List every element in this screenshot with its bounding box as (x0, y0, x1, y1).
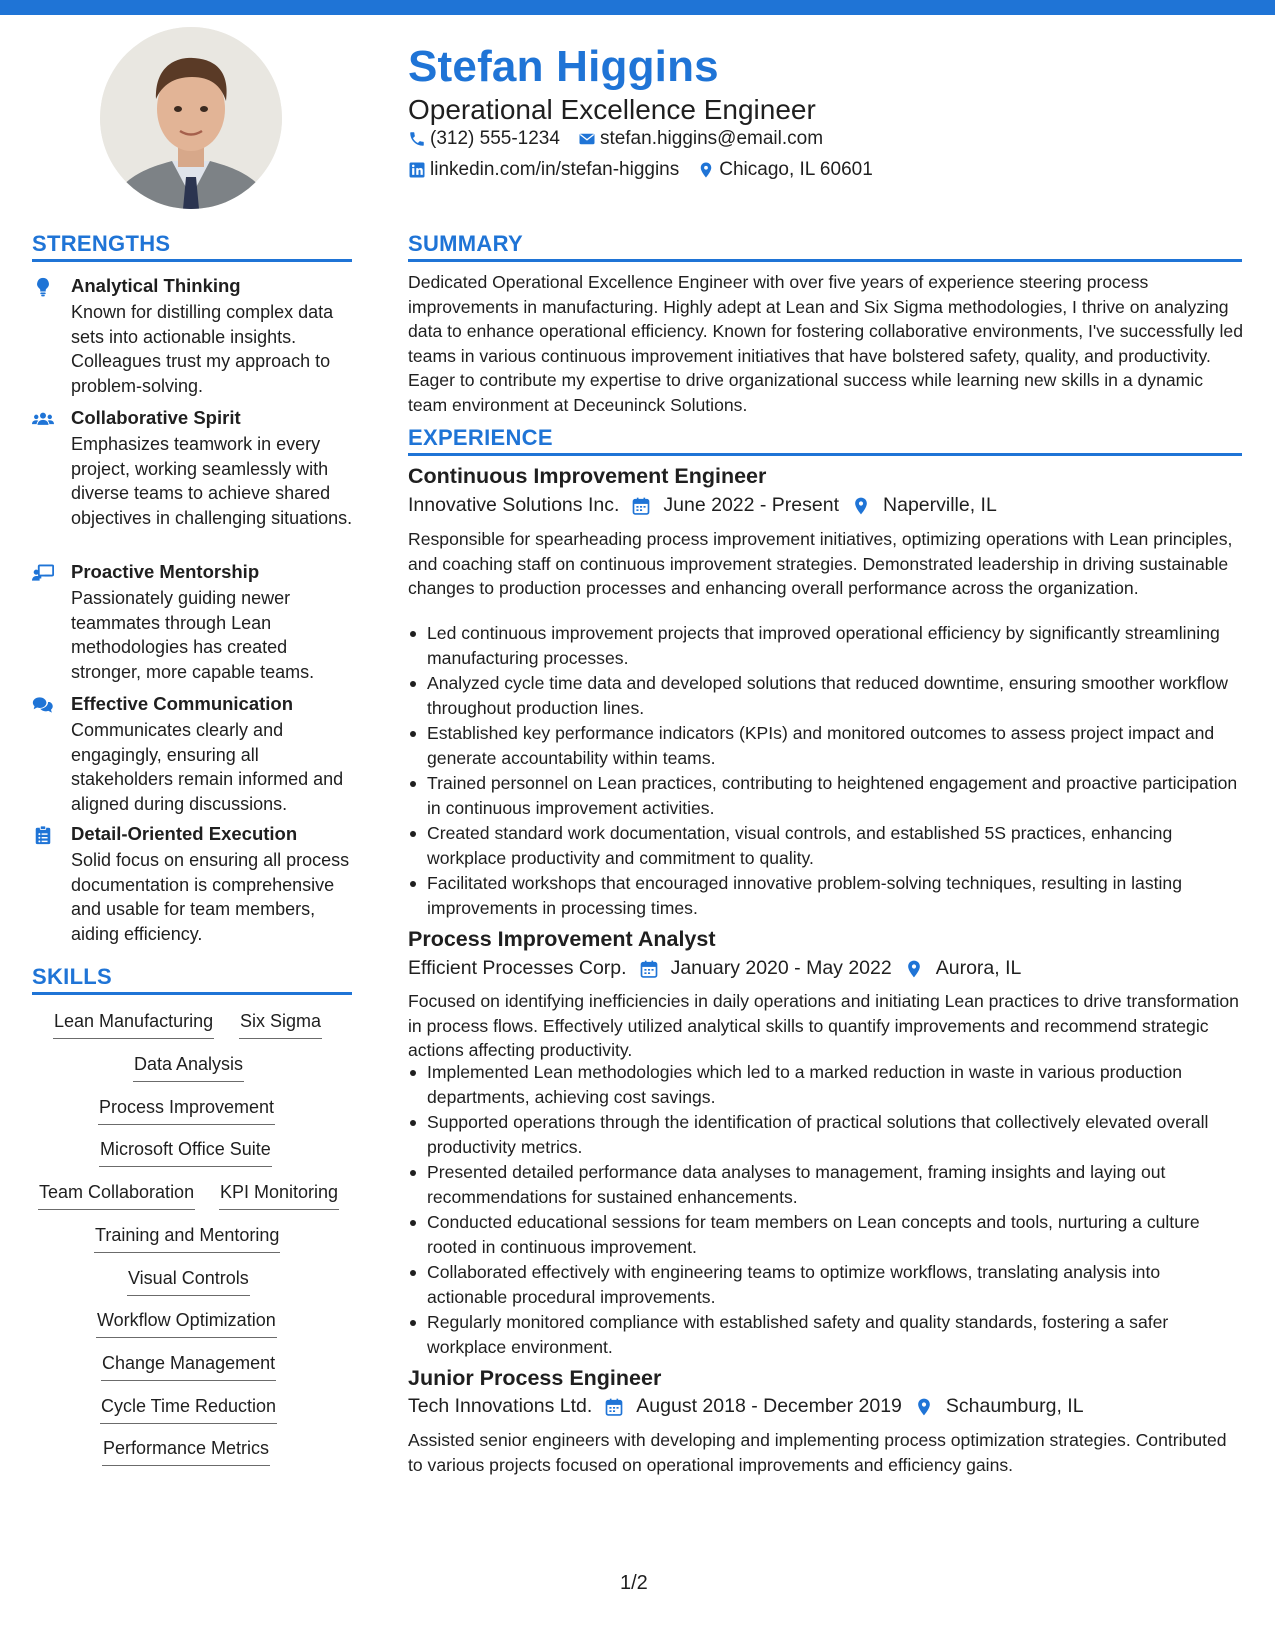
location-text: Chicago, IL 60601 (719, 159, 873, 180)
candidate-name: Stefan Higgins (408, 42, 719, 91)
strength-desc: Passionately guiding newer teammates through Lean methodologies has created stronger, more capable teams. (71, 588, 315, 682)
bullet-item: Established key performance indicators (KPIs) and monitored outcomes to assess project impact and generate accountability within teams. (408, 721, 1243, 770)
skill-tag: Change Management (101, 1353, 276, 1381)
job-company: Innovative Solutions Inc. (408, 494, 620, 516)
strength-title: Effective Communication (71, 693, 294, 714)
bullet-item: Presented detailed performance data analyses to management, framing insights and laying out recommendations for sustained enhancements. (408, 1160, 1243, 1209)
strengths-rule (32, 259, 352, 262)
skill-tag: Process Improvement (98, 1097, 275, 1125)
bullet-item: Analyzed cycle time data and developed solutions that reduced downtime, ensuring smoother workflow throughout production lines. (408, 671, 1243, 720)
job-meta (408, 957, 1021, 980)
skill-tag: Team Collaboration (38, 1182, 195, 1210)
envelope-icon (578, 130, 596, 148)
job-location: Naperville, IL (883, 494, 997, 516)
strength-title: Proactive Mentorship (71, 561, 260, 582)
experience-rule (408, 453, 1242, 456)
bullet-item: Regularly monitored compliance with established safety and quality standards, fostering a safer workplace environment. (408, 1310, 1243, 1359)
job-dates: August 2018 - December 2019 (636, 1395, 902, 1417)
phone-contact[interactable] (408, 128, 560, 150)
chalkboard-teacher-icon (32, 563, 54, 583)
clipboard-list-icon (32, 825, 54, 845)
job-bullets (408, 621, 1243, 921)
skill-tag: Performance Metrics (102, 1438, 270, 1466)
job-dates: January 2020 - May 2022 (670, 957, 892, 979)
job-bullets (408, 1060, 1243, 1360)
job-meta (408, 1395, 1084, 1418)
bullet-item: Conducted educational sessions for team members on Lean concepts and tools, nurturing a culture rooted in continuous improvement. (408, 1210, 1243, 1259)
job-location: Aurora, IL (935, 957, 1022, 979)
bullet-item: Facilitated workshops that encouraged innovative problem-solving techniques, resulting in lasting improvements in processing times. (408, 871, 1243, 920)
location-pin-icon (851, 496, 871, 516)
skill-tag: KPI Monitoring (219, 1182, 339, 1210)
page-number: 1/2 (620, 1572, 648, 1594)
top-accent-bar (0, 0, 1275, 15)
summary-heading: SUMMARY (408, 231, 523, 256)
strengths-heading: STRENGTHS (32, 231, 171, 256)
job-company: Tech Innovations Ltd. (408, 1395, 593, 1417)
strength-desc: Communicates clearly and engagingly, ensuring all stakeholders remain informed and aligned during discussions. (71, 720, 344, 814)
bullet-item: Created standard work documentation, visual controls, and established 5S practices, enhancing workplace productivity and commitment to quality. (408, 821, 1243, 870)
job-description: Responsible for spearheading process improvement initiatives, optimizing operations with Lean principles, and coaching staff on continuous improvement strategies. Demonstrated leadership in driving sustainable changes to production processes and enhancing overall performance across the organization. (408, 529, 1233, 598)
profile-photo (100, 27, 282, 209)
phone-text: (312) 555-1234 (430, 128, 560, 149)
summary-text: Dedicated Operational Excellence Engineer with over five years of experience steering process improvements in manufacturing. Highly adept at Lean and Six Sigma methodologies, I thrive on analyzing data to enhance operational efficiency. Known for fostering collaborative environments, I've successfully led teams in various continuous improvement initiatives that have bolstered safety, quality, and productivity. Eager to contribute my expertise to drive organizational success while learning new skills in a dynamic team environment at Deceuninck Solutions. (408, 272, 1243, 415)
linkedin-text: linkedin.com/in/stefan-higgins (430, 159, 680, 180)
location-pin-icon (904, 959, 924, 979)
job-title: Continuous Improvement Engineer (408, 464, 767, 488)
skill-tag: Microsoft Office Suite (99, 1139, 272, 1167)
email-contact[interactable] (578, 128, 823, 150)
bullet-item: Supported operations through the identification of practical solutions that collectively elevated overall productivity metrics. (408, 1110, 1243, 1159)
phone-icon (408, 130, 426, 148)
email-text: stefan.higgins@email.com (599, 128, 824, 149)
linkedin-contact[interactable] (408, 159, 679, 181)
location-contact (697, 159, 873, 181)
experience-heading: EXPERIENCE (408, 425, 553, 450)
skill-tag: Lean Manufacturing (53, 1011, 214, 1039)
job-meta (408, 494, 997, 517)
bullet-item: Trained personnel on Lean practices, contributing to heightened engagement and proactive participation in continuous improvement activities. (408, 771, 1243, 820)
job-location: Schaumburg, IL (945, 1395, 1084, 1417)
contact-row-2 (408, 159, 873, 181)
candidate-title: Operational Excellence Engineer (408, 94, 816, 125)
comments-icon (32, 695, 54, 715)
strength-title: Analytical Thinking (71, 275, 241, 296)
skill-tag: Workflow Optimization (96, 1310, 277, 1338)
strength-desc: Known for distilling complex data sets into actionable insights. Colleagues trust my approach to problem-solving. (71, 302, 334, 396)
job-description: Assisted senior engineers with developing and implementing process optimization strategies. Contributed to various projects focused on operational improvements and efficiency gains. (408, 1430, 1227, 1475)
skill-tag: Visual Controls (127, 1268, 250, 1296)
location-pin-icon (697, 161, 715, 179)
skill-tag: Cycle Time Reduction (100, 1396, 277, 1424)
calendar-icon (631, 496, 651, 516)
job-title: Process Improvement Analyst (408, 927, 716, 951)
job-company: Efficient Processes Corp. (408, 957, 627, 979)
skills-heading: SKILLS (32, 964, 113, 989)
contact-row-1 (408, 128, 823, 150)
skill-tag: Training and Mentoring (94, 1225, 280, 1253)
summary-rule (408, 259, 1242, 262)
users-icon (32, 409, 54, 429)
bullet-item: Collaborated effectively with engineering teams to optimize workflows, translating analysis into actionable procedural improvements. (408, 1260, 1243, 1309)
bullet-item: Led continuous improvement projects that improved operational efficiency by significantly streamlining manufacturing processes. (408, 621, 1243, 670)
job-dates: June 2022 - Present (663, 494, 840, 516)
bullet-item: Implemented Lean methodologies which led to a marked reduction in waste in various production departments, achieving cost savings. (408, 1060, 1243, 1109)
calendar-icon (604, 1397, 624, 1417)
skill-tag: Data Analysis (133, 1054, 244, 1082)
strength-title: Detail-Oriented Execution (71, 823, 298, 844)
linkedin-icon (408, 161, 426, 179)
strength-desc: Emphasizes teamwork in every project, working seamlessly with diverse teams to achieve shared objectives in challenging situations. (71, 434, 353, 528)
strength-desc: Solid focus on ensuring all process documentation is comprehensive and usable for team members, aiding efficiency. (71, 850, 350, 944)
strength-title: Collaborative Spirit (71, 407, 241, 428)
calendar-icon (639, 959, 659, 979)
lightbulb-icon (32, 277, 54, 297)
job-description: Focused on identifying inefficiencies in daily operations and initiating Lean practices to drive transformation in process flows. Effectively utilized analytical skills to quantify improvements and recommend strategic actions affecting productivity. (408, 991, 1239, 1060)
skill-tag: Six Sigma (239, 1011, 322, 1039)
location-pin-icon (914, 1397, 934, 1417)
job-title: Junior Process Engineer (408, 1366, 662, 1390)
skills-rule (32, 992, 352, 995)
